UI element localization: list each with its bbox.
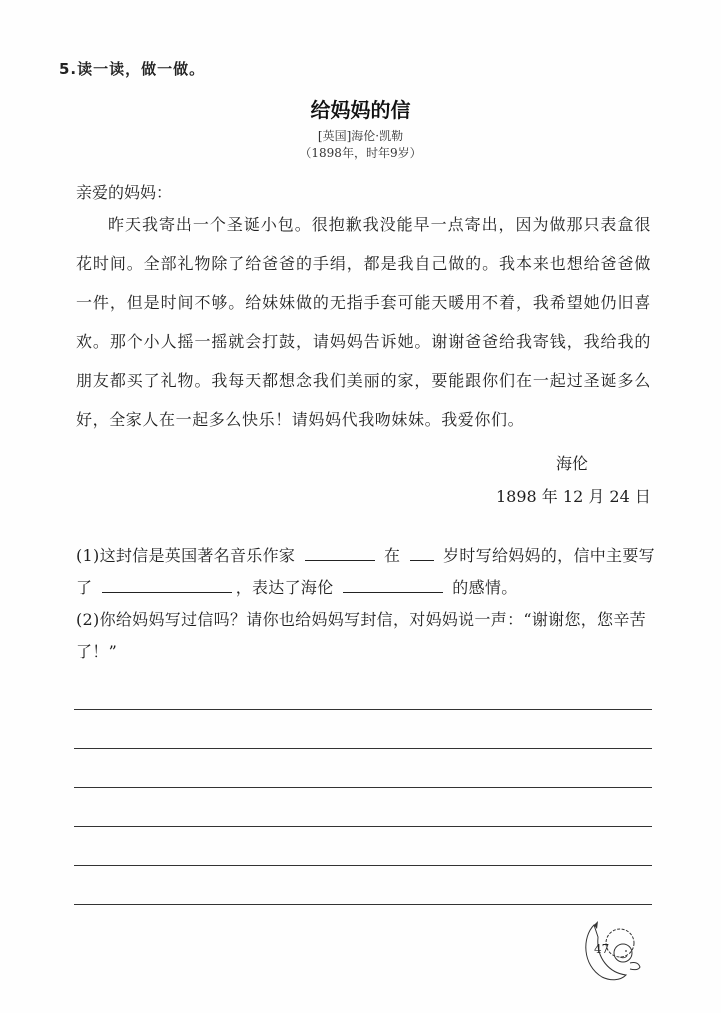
exercise-heading: 5.读一读，做一做。 bbox=[59, 60, 206, 78]
blank-age[interactable] bbox=[410, 542, 434, 561]
writing-line[interactable] bbox=[74, 904, 652, 905]
letter-body: 昨天我寄出一个圣诞小包。很抱歉我没能早一点寄出，因为做那只表盒很花时间。全部礼物除了给爸爸的手绢，都是我自己做的。我本来也想给爸爸做一件，但是时间不够。给妹妹做的无指手套可能天暖用不着，我希望她仍旧喜欢。那个小人摇一摇就会打鼓，请妈妈告诉她。谢谢爸爸给我寄钱，我给我的朋友都买了礼物。我每天都想念我们美丽的家，要能跟你们在一起过圣诞多么好，全家人在一起多么快乐！请妈妈代我吻妹妹。我爱你们。 bbox=[76, 215, 651, 429]
writing-line[interactable] bbox=[74, 787, 652, 788]
letter-date: 1898 年 12 月 24 日 bbox=[496, 487, 651, 506]
letter-author: [英国]海伦·凯勒 bbox=[317, 129, 404, 143]
writing-line[interactable] bbox=[74, 865, 652, 866]
q1-text-2: 在 bbox=[383, 546, 401, 565]
writing-line[interactable] bbox=[74, 748, 652, 749]
letter-title: 给妈妈的信 bbox=[310, 98, 411, 122]
blank-composer-name[interactable] bbox=[305, 542, 375, 561]
writing-line[interactable] bbox=[74, 826, 652, 827]
letter-salutation: 亲爱的妈妈： bbox=[76, 183, 173, 202]
letter-year-note: （1898年，时年9岁） bbox=[299, 146, 422, 160]
cartoon-child-moon-icon bbox=[580, 915, 650, 985]
writing-line[interactable] bbox=[74, 709, 652, 710]
letter-signature: 海伦 bbox=[556, 454, 589, 473]
q1-text-5: 的感情。 bbox=[452, 578, 518, 597]
page-number: 47 bbox=[594, 942, 610, 956]
question-1 bbox=[76, 540, 656, 604]
blank-letter-content[interactable] bbox=[102, 574, 232, 593]
q1-text-3: 岁时写给妈妈的，信中主要写了 bbox=[76, 546, 655, 597]
blank-feeling[interactable] bbox=[343, 574, 443, 593]
q1-text-1: (1)这封信是英国著名音乐作家 bbox=[76, 546, 296, 565]
questions-block bbox=[76, 540, 656, 668]
question-2: (2)你给妈妈写过信吗？请你也给妈妈写封信，对妈妈说一声：“谢谢您，您辛苦了！” bbox=[76, 610, 646, 661]
q1-text-4: ，表达了海伦 bbox=[235, 578, 334, 597]
